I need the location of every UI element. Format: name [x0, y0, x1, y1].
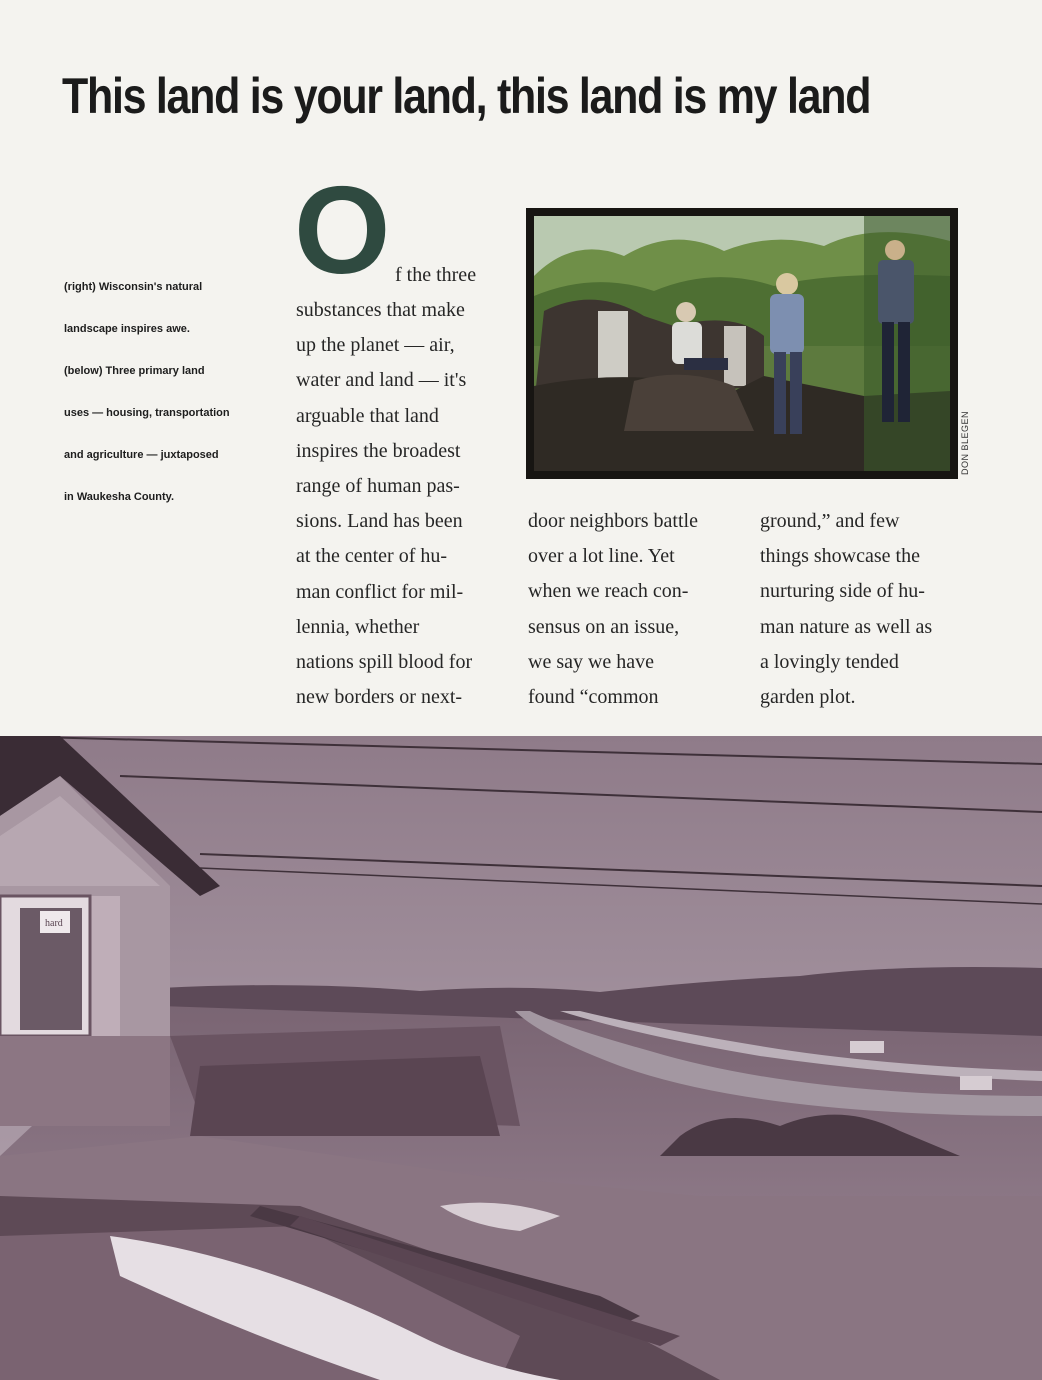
caption-line: (below) Three primary land [64, 365, 205, 377]
text-line: we say we have [528, 650, 655, 673]
text-line: up the planet — air, [296, 334, 455, 357]
text-line: sensus on an issue, [528, 615, 680, 638]
article-column-1 [296, 293, 472, 715]
landscape-photo-image [0, 736, 1042, 1380]
waterfall-photo [526, 208, 958, 479]
article-column-3 [760, 504, 932, 715]
drop-cap: O [294, 162, 391, 300]
caption-line: in Waukesha County. [64, 491, 175, 503]
text-line: f the three [395, 264, 477, 286]
text-line: inspires the broadest [296, 439, 461, 462]
text-line: man conflict for mil- [296, 580, 464, 603]
article-first-line [395, 258, 476, 293]
caption-line: (right) Wisconsin's natural [64, 281, 203, 293]
text-line: man nature as well as [760, 615, 933, 638]
text-line: found “common [528, 686, 659, 709]
headline: This land is your land, this land is my land [62, 68, 871, 124]
text-line: nations spill blood for [296, 651, 473, 674]
text-line: substances that make [296, 299, 465, 321]
photo-caption [64, 266, 239, 518]
text-line: things showcase the [760, 545, 920, 568]
caption-line: uses — housing, transportation [64, 407, 230, 419]
text-line: a lovingly tended [760, 650, 899, 673]
caption-line: landscape inspires awe. [64, 323, 190, 335]
caption-line: and agriculture — juxtaposed [64, 449, 219, 461]
text-line: ground,” and few [760, 510, 900, 532]
article-column-2 [528, 504, 698, 715]
photo-credit: DON BLEGEN [960, 410, 970, 475]
landscape-photo [0, 736, 1042, 1380]
text-line: arguable that land [296, 404, 439, 427]
text-line: when we reach con- [528, 580, 689, 603]
text-line: door neighbors battle [528, 510, 698, 532]
waterfall-photo-image [534, 216, 950, 471]
sign-text: hard [45, 918, 63, 929]
text-line: over a lot line. Yet [528, 545, 675, 568]
text-line: garden plot. [760, 686, 856, 709]
text-line: range of human pas- [296, 475, 460, 498]
text-line: at the center of hu- [296, 545, 448, 568]
text-line: water and land — it's [296, 369, 467, 392]
text-line: lennia, whether [296, 615, 420, 638]
text-line: new borders or next- [296, 686, 463, 709]
text-line: sions. Land has been [296, 510, 463, 533]
text-line: nurturing side of hu- [760, 580, 925, 603]
